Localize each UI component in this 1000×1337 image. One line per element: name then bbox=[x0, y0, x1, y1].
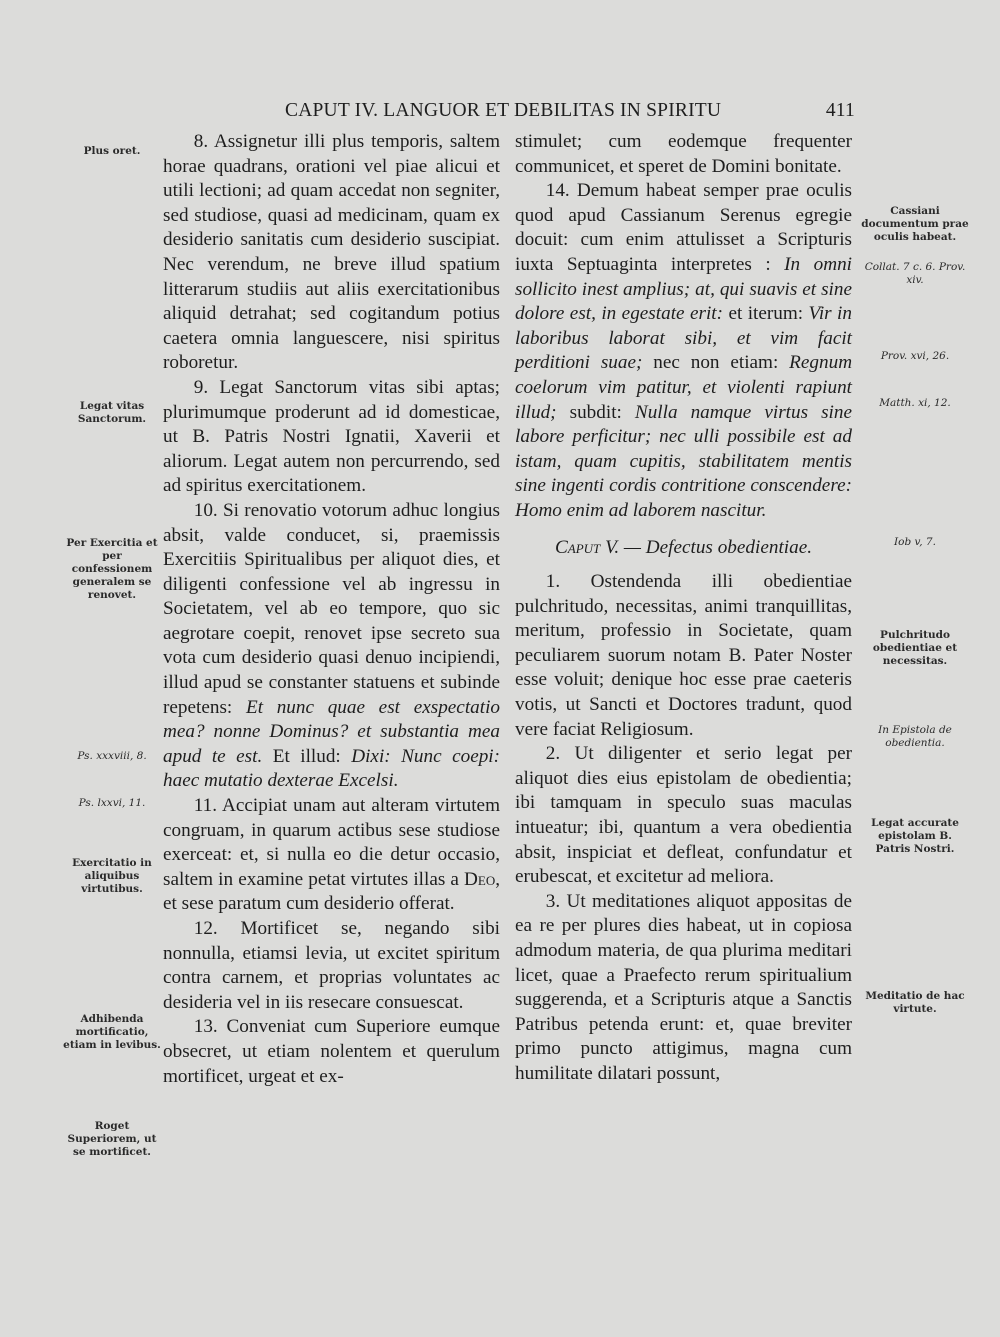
margin-note: Exercitatio in aliquibus virtutibus. bbox=[72, 857, 152, 895]
paragraph-9: 9. Legat Sanctorum vitas sibi aptas; plurimumque proderunt ad id domesticae, ut B. Patris Nostri Ignatii, Xaverii et aliorum. Legat autem non percurrendo, sed ad spiritus exercitationem. bbox=[163, 376, 500, 497]
margin-ref: Iob v, 7. bbox=[894, 536, 936, 548]
chapter-label: Caput bbox=[554, 536, 601, 558]
paragraph-3: 3. Ut meditationes aliquot appositas de ea re per plures dies habeat, ut in copiosa admodum materia, de qua plurima meditari licet, quae a Praefecto rerum spiritualium suggerenda, et a Scripturis atque a Sanctis Patribus petenda erunt: et, quae breviter primo puncto attigimus, magna cum humilitate dilatari possunt, bbox=[515, 890, 852, 1084]
p14-text-3: nec non etiam: bbox=[653, 352, 779, 374]
p14-quote-4: Nulla namque virtus sine labore perficitur; nec ulli possibile est ad istam, quam cupitis, stabilitatem mentis sine ingenti cordis contritione conscendere: Homo enim ad laborem nascitur. bbox=[515, 401, 852, 521]
margin-note: Roget Superiorem, ut se mortificet. bbox=[67, 1120, 157, 1158]
p14-quote-3: Regnum coelorum vim patitur, et violenti rapiunt illud; bbox=[515, 352, 853, 423]
margin-note: Legat vitas Sanctorum. bbox=[77, 400, 147, 425]
paragraph-8: 8. Assignetur illi plus temporis, saltem horae quadrans, orationi vel piae alicui et utili lectioni; ad quam accedat non segniter, sed studiose, quasi ad medicinam, quam ex desiderio sanitatis cum desiderio suscipiat. Nec verendum, ne breve illud spatium litterarum studiis aut aliis exercitationibus aliquid detrahat; sed cogitandum potius caetera omnia languescere, nisi spiritus roboretur. bbox=[163, 131, 500, 374]
p10-text: 10. Si renovatio votorum adhuc longius absit, valde conducet, si, praemissis Exercitiis Spiritualibus per aliquot dies, et diligenti confessione vel ab ingressu in Societatem, vel ab eo tempore, quo sic aegrotare coepit, renovet ipse secreto sua vota cum desiderio quasi denuo incipiendi, illud apud se constanter statuens et subinde repetens: bbox=[163, 499, 500, 718]
margin-ref: In Epistola de obedientia. bbox=[878, 724, 952, 749]
margin-note: Per Exercitia et per confessionem generalem se renovet. bbox=[66, 537, 158, 601]
p14-quote-2: Vir in laboribus laborat sibi, et vim facit perditioni suae; bbox=[515, 303, 852, 374]
margin-ref: Ps. xxxviii, 8. bbox=[77, 750, 147, 762]
p14-text-2: et iterum: bbox=[728, 303, 804, 325]
p10-quote-2: Dixi: Nunc coepi: haec mutatio dexterae Excelsi. bbox=[163, 745, 501, 792]
header-title: CAPUT IV. LANGUOR ET DEBILITAS IN SPIRITU bbox=[285, 100, 722, 121]
paragraph-13-continued: stimulet; cum eodemque frequenter communicet, et speret de Domini bonitate. bbox=[515, 131, 852, 177]
p14-text: 14. Demum habeat semper prae oculis quod apud Cassianum Serenus egregie docuit: cum enim attulisset a Scripturis iuxta Septuaginta interpretes : bbox=[515, 180, 852, 275]
margin-ref: Collat. 7 c. 6. Prov. xiv. bbox=[864, 261, 966, 286]
p10-quote-1: Et nunc quae est exspectatio mea? nonne Dominus? et substantia mea apud te est. bbox=[163, 696, 500, 767]
paragraph-14 bbox=[515, 179, 852, 523]
margin-note: Legat accurate epistolam B. Patris Nostri. bbox=[871, 817, 959, 855]
p11-text-2: , et sese paratum cum desiderio offerat. bbox=[163, 868, 501, 915]
margin-note: Cassiani documentum prae oculis habeat. bbox=[861, 205, 969, 243]
paragraph-12: 12. Mortificet se, negando sibi nonnulla, etiamsi levia, ut excitet spiritum contra carnem, et proprias voluntates ac desideria vel in iis resecare consuescat. bbox=[163, 918, 500, 1013]
chapter-title: V. — Defectus obedientiae. bbox=[605, 536, 813, 558]
margin-note: Plus oret. bbox=[83, 145, 141, 157]
margin-note: Meditatio de hac virtute. bbox=[865, 990, 965, 1015]
margin-note: Adhibenda mortificatio, etiam in levibus. bbox=[63, 1013, 161, 1051]
p14-quote-1: In omni sollicito inest amplius; at, qui suavis et sine dolore est, in egestate erit: bbox=[515, 253, 853, 325]
p11-deo: Deo bbox=[464, 868, 496, 890]
paragraph-11 bbox=[163, 794, 500, 917]
p10-text-2: Et illud: bbox=[272, 745, 341, 767]
paragraph-1: 1. Ostendenda illi obedientiae pulchritudo, necessitas, animi tranquillitas, meritum, professio in Societate, quam peculiarem suorum notam B. Pater Noster esse voluit; denique hoc esse prae caeteris votis, ut Sancti et Doctores tradunt, quod vere faciat Religiosum. bbox=[515, 571, 852, 740]
p14-text-4: subdit: bbox=[569, 401, 622, 423]
page-number: 411 bbox=[825, 100, 855, 121]
paragraph-2: 2. Ut diligenter et serio legat per aliquot dies eius epistolam de obedientia; ibi tamquam in speculo suas maculas intueatur; ibi, quantum a vera obedientia absit, inspiciat et defleat, confundatur et erubescat, et excitetur ad meliora. bbox=[515, 743, 852, 888]
p11-text: 11. Accipiat unam aut alteram virtutem congruam, in quarum actibus sese studiose exerceat: et, si nulla eo die detur occasio, saltem in examine petat virtutes illas a bbox=[163, 795, 500, 890]
margin-ref: Ps. lxxvi, 11. bbox=[78, 797, 146, 809]
margin-ref: Prov. xvi, 26. bbox=[880, 350, 950, 362]
chapter-heading bbox=[515, 536, 852, 561]
left-column bbox=[163, 130, 500, 1089]
right-column bbox=[515, 130, 852, 1087]
margin-note: Pulchritudo obedientiae et necessitas. bbox=[872, 629, 958, 667]
paragraph-10 bbox=[163, 499, 500, 794]
margin-ref: Matth. xi, 12. bbox=[879, 397, 951, 409]
paragraph-13: 13. Conveniat cum Superiore eumque obsecret, ut etiam nolentem et querulum mortificet, urgeat et ex- bbox=[163, 1016, 500, 1087]
